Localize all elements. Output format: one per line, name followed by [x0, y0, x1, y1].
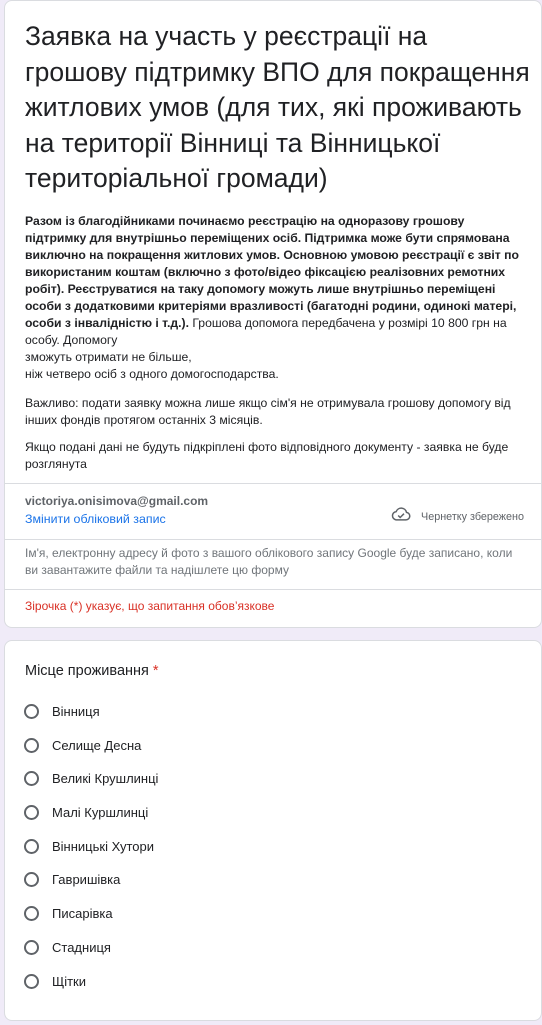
- radio-option[interactable]: [24, 872, 120, 887]
- radio-option-label: Вінниця: [52, 704, 100, 719]
- radio-option-label: Стадниця: [52, 940, 111, 955]
- radio-option-label: Вінницькі Хутори: [52, 839, 155, 854]
- radio-option-label: Великі Крушлинці: [52, 771, 159, 786]
- radio-button[interactable]: [24, 738, 39, 753]
- draft-status-text: Чернетку збережено: [421, 510, 524, 523]
- radio-button[interactable]: [24, 940, 39, 955]
- description-amount-text: Грошова допомога передбачена у розмірі 10 800 грн на особу. Допомогу: [25, 316, 507, 347]
- radio-option[interactable]: [24, 805, 148, 820]
- required-asterisk: *: [152, 663, 159, 679]
- privacy-note: Ім'я, електронну адресу й фото з вашого облікового запису Google буде записано, коли ви завантажите файли та надішлете цю форму: [25, 546, 513, 577]
- required-note: Зірочка (*) указує, що запитання обов’язкове: [25, 599, 275, 613]
- radio-button[interactable]: [24, 872, 39, 887]
- divider: [5, 483, 541, 484]
- question-card-residence: [4, 640, 542, 1021]
- description-limit-text: зможуть отримати не більше,: [25, 350, 192, 364]
- important-note: Важливо: подати заявку можна лише якщо сім'я не отримувала грошову допомогу від інших фондів протягом останніх 3 місяців.: [25, 396, 511, 427]
- radio-option-label: Гавришівка: [52, 872, 121, 887]
- description-bold-text: Разом із благодійниками починаємо реєстрацію на одноразову грошову підтримку для внутрішньо переміщених осіб. Підтримка може бути спрямована виключно на покращення житлових умов. Основною умовою реєстрації є звіт по використаним коштам (включно з фото/відео фіксацією реалізовних ремотних робіт). Реєструватися на таку допомогу можуть лише внутрішньо переміщені особи з додатковими критеріями вразливості (багатодні родини, одинокі матері, особи з інвалідністю і т.д.).: [25, 214, 519, 330]
- radio-option[interactable]: [24, 839, 154, 854]
- question-title-text: Місце проживання: [25, 663, 149, 679]
- form-header-card: [4, 0, 542, 628]
- radio-option[interactable]: [24, 940, 111, 955]
- photo-note: Якщо подані дані не будуть підкріплені фото відповідного документу - заявка не буде розглянута: [25, 440, 509, 471]
- form-description: [25, 213, 523, 383]
- account-email: victoriya.onisimova@gmail.com: [25, 494, 209, 508]
- radio-option-label: Селище Десна: [52, 738, 142, 753]
- radio-option-label: Малі Куршлинці: [52, 805, 149, 820]
- radio-option[interactable]: [24, 906, 113, 921]
- radio-button[interactable]: [24, 839, 39, 854]
- radio-option-label: Щітки: [52, 974, 86, 989]
- form-title: Заявка на участь у реєстрації на грошову підтримку ВПО для покращення житлових умов (для тих, які проживають на території Вінниці та Вінницької територіальної громади): [25, 21, 530, 193]
- question-title: [25, 663, 159, 679]
- radio-button[interactable]: [24, 906, 39, 921]
- radio-button[interactable]: [24, 805, 39, 820]
- radio-button[interactable]: [24, 704, 39, 719]
- radio-option[interactable]: [24, 704, 100, 719]
- radio-option[interactable]: [24, 974, 86, 989]
- cloud-check-icon: [391, 506, 411, 527]
- divider: [5, 539, 541, 540]
- radio-option[interactable]: [24, 771, 158, 786]
- switch-account-link[interactable]: Змінити обліковий запис: [25, 512, 166, 526]
- divider: [5, 589, 541, 590]
- radio-button[interactable]: [24, 771, 39, 786]
- radio-button[interactable]: [24, 974, 39, 989]
- description-household-text: ніж четверо осіб з одного домогосподарства.: [25, 367, 279, 381]
- radio-option[interactable]: [24, 738, 141, 753]
- draft-status: [391, 506, 524, 527]
- radio-option-label: Писарівка: [52, 906, 113, 921]
